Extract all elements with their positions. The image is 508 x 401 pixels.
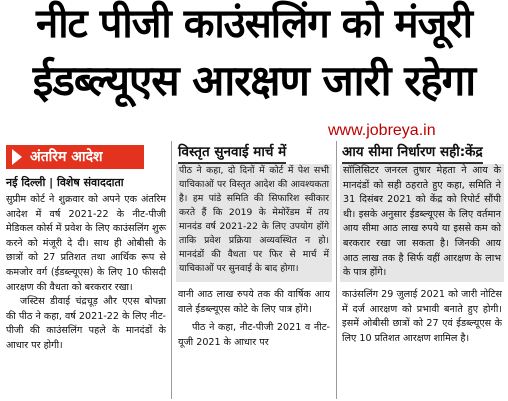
column-1-body	[6, 193, 166, 354]
headline-line-1: नीट पीजी काउंसलिंग को मंजूरी	[36, 1, 472, 47]
column-divider	[336, 141, 337, 399]
highlight-box	[340, 164, 504, 282]
subheading: विस्तृत सुनवाई मार्च में	[178, 142, 286, 164]
dateline: नई दिल्ली | विशेष संवाददाता	[6, 176, 124, 189]
badge-label: अंतरिम आदेश	[30, 149, 103, 165]
headline-line-2: ईडब्ल्यूएस आरक्षण जारी रहेगा	[32, 56, 476, 105]
column-divider	[171, 141, 172, 399]
column-2-body	[178, 288, 330, 350]
article-paragraph: जस्टिस डीवाई चंद्रचूड़ और एएस बोपन्ना की पीठ ने कहा, वर्ष 2021-22 के लिए नीट-पीजी की काउंसलिंग पहले के मानदंडों के आधार पर होगी।	[6, 296, 166, 351]
article-paragraph: सुप्रीम कोर्ट ने शुक्रवार को अपने एक अंतरिम आदेश में वर्ष 2021-22 के नीट-पीजी मेडिकल कोर्स में प्रवेश के लिए काउंसलिंग शुरू करने को मंजूरी दे दी। साथ ही ओबीसी के छात्रों को 27 प्रतिशत तथा आर्थिक रूप से कमजोर वर्ग (ईडब्ल्यूएस) के लिए 10 फीसदी आरक्षण की वैधता को बरकरार रखा।	[6, 194, 166, 293]
box-text: पीठ ने कहा, दो दिनों में कोर्ट में पेश सभी याचिकाओं पर विस्तृत आदेश की आवश्यकता है। हम पांडे समिति की सिफारिश स्वीकार करते हैं कि 2019 के मेमोरेंडम में तय मानदंड वर्ष 2021-22 के लिए उपयोग होंगे ताकि प्रवेश प्रक्रिया अव्यवस्थित न हो। मानदंडों की वैधता पर फिर से मार्च में याचिकाओं पर सुनवाई के बाद होगा।	[179, 165, 329, 274]
box-text: सॉलिसिटर जनरल तुषार मेहता ने आय के मानदंडों को सही ठहराते हुए कहा, समिति ने 31 दिसंबर 2021 को केंद्र को रिपोर्ट सौंपी थी। इसके अनुसार ईडब्ल्यूएस के लिए वर्तमान आय सीमा आठ लाख रुपये या इससे कम को बरकरार रखा जा सकता है। जिनकी आय आठ लाख तक है सिर्फ वहीं आरक्षण के लाभ के पात्र होंगे।	[343, 165, 501, 279]
article-paragraph: पीठ ने कहा, नीट-पीजी 2021 व नीट-यूजी 2021 के आधार पर	[178, 322, 330, 348]
caret-right-icon	[12, 149, 22, 165]
website-watermark[interactable]: www.jobreya.in	[328, 122, 436, 139]
article-paragraph: वानी आठ लाख रुपये तक की वार्षिक आय वाले ईडब्ल्यूएस कोटे के लिए पात्र होंगे।	[178, 289, 330, 315]
subheading: आय सीमा निर्धारण सही:केंद्र	[342, 142, 483, 164]
section-badge	[6, 145, 144, 169]
article-paragraph: काउंसलिंग 29 जुलाई 2021 को जारी नोटिस में दर्ज आरक्षण को प्रभावी बनाते हुए होगी। इसमें ओबीसी छात्रों को 27 एवं ईडब्ल्यूएस के लिए 10 प्रतिशत आरक्षण शामिल है।	[342, 289, 502, 344]
column-3-body	[342, 288, 502, 346]
highlight-box	[176, 164, 332, 282]
